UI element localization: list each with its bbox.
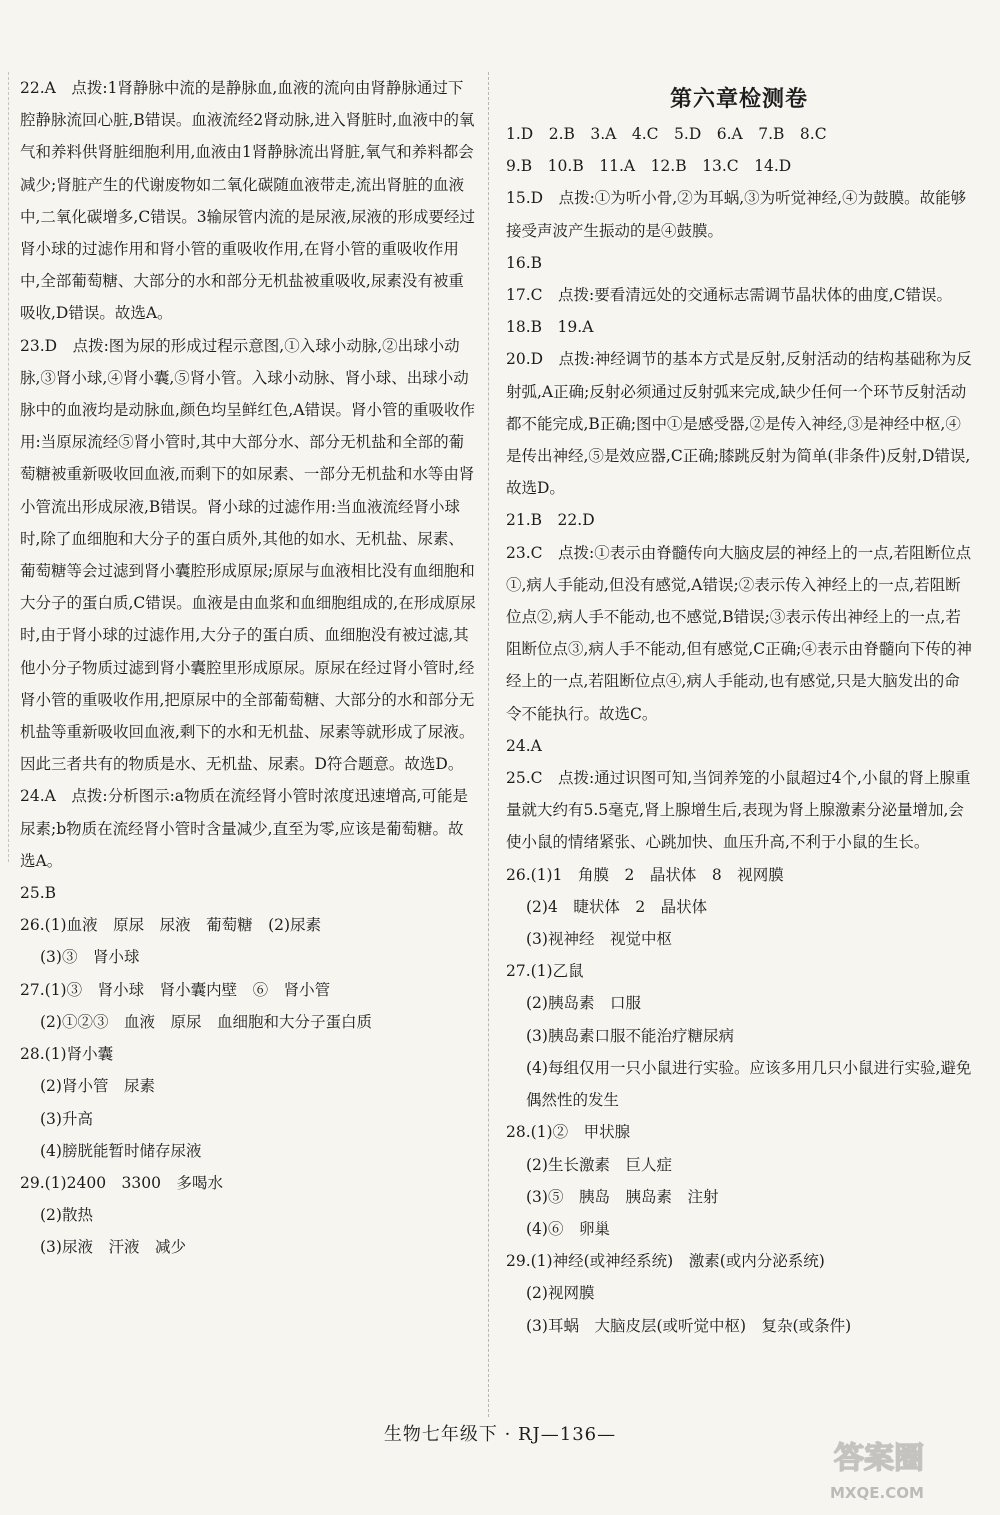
left-answer-item: (3)尿液 汗液 减少: [40, 1238, 186, 1257]
right-answer-item: 20.D 点拨:神经调节的基本方式是反射,反射活动的结构基础称为反射弧,A正确;反射必须通过反射弧来完成,缺少任何一个环节反射活动都不能完成,B正确;图中①是感受器,②是传入神经,③是神经中枢,④是传出神经,⑤是效应器,C正确;膝跳反射为简单(非条件)反射,D错误,故选D。: [506, 350, 972, 498]
column-divider: [488, 72, 489, 1417]
right-answer-item: 1.D 2.B 3.A 4.C 5.D 6.A 7.B 8.C: [506, 125, 827, 143]
left-answer-item: (2)①②③ 血液 原尿 血细胞和大分子蛋白质: [40, 1012, 372, 1031]
right-answer-item: (2)胰岛素 口服: [526, 994, 641, 1013]
watermark-logo: [806, 1432, 990, 1506]
right-answer-item: (3)耳蜗 大脑皮层(或听觉中枢) 复杂(或条件): [526, 1316, 852, 1335]
right-answer-item: 9.B 10.B 11.A 12.B 13.C 14.D: [506, 157, 792, 176]
right-answer-item: 25.C 点拨:通过识图可知,当饲养笼的小鼠超过4个,小鼠的肾上腺重量就大约有5.5毫克,肾上腺增生后,表现为肾上腺激素分泌量增加,会使小鼠的情绪紧张、心跳加快、血压升高,不利于小鼠的生长。: [506, 769, 971, 852]
left-answer-item: (3)升高: [40, 1109, 93, 1128]
right-answer-item: (2)生长激素 巨人症: [526, 1155, 672, 1174]
right-answer-item: 23.C 点拨:①表示由脊髓传向大脑皮层的神经上的一点,若阻断位点①,病人手能动,但没有感觉,A错误;②表示传入神经上的一点,若阻断位点②,病人手不能动,也不感觉,B错误;③表示传出神经上的一点,若阻断位点③,病人手不能动,但有感觉,C正确;④表示由脊髓向下传的神经上的一点,若阻断位点④,病人手能动,也有感觉,只是大脑发出的命令不能执行。故选C。: [506, 543, 972, 723]
left-answer-item: 29.(1)2400 3300 多喝水: [20, 1173, 223, 1192]
right-answer-item: 27.(1)乙鼠: [506, 962, 584, 981]
right-answer-item: 29.(1)神经(或神经系统) 激素(或内分泌系统): [506, 1252, 825, 1271]
right-answer-item: 21.B 22.D: [506, 511, 595, 530]
left-answer-item: (4)膀胱能暂时储存尿液: [40, 1141, 202, 1160]
right-answer-item: 24.A: [506, 736, 542, 755]
right-answer-item: (2)4 睫状体 2 晶状体: [526, 897, 708, 916]
right-answer-item: (3)视神经 视觉中枢: [526, 930, 672, 949]
right-column: [506, 118, 972, 1342]
svg-text:答案圈: 答案圈: [834, 1441, 924, 1476]
right-answer-item: (2)视网膜: [526, 1284, 595, 1303]
left-answer-item: (3)③ 肾小球: [40, 948, 140, 967]
right-answer-item: 28.(1)② 甲状腺: [506, 1123, 631, 1142]
left-answer-item: (2)肾小管 尿素: [40, 1077, 155, 1096]
right-answer-item: (3)⑤ 胰岛 胰岛素 注射: [526, 1187, 719, 1206]
right-answer-item: 18.B 19.A: [506, 318, 594, 337]
right-answer-item: 15.D 点拨:①为听小骨,②为耳蜗,③为听觉神经,④为鼓膜。故能够接受声波产生振动的是④鼓膜。: [506, 189, 967, 240]
right-answer-item: (3)胰岛素口服不能治疗糖尿病: [526, 1026, 734, 1045]
left-answer-item: (2)散热: [40, 1206, 93, 1225]
left-answer-item: 22.A 点拨:1肾静脉中流的是静脉血,血液的流向由肾静脉通过下腔静脉流回心脏,B错误。血液流经2肾动脉,进入肾脏时,血液中的氧气和养料供肾脏细胞利用,血液由1肾静脉流出肾脏,氧气和养料都会减少;肾脏产生的代谢废物如二氧化碳随血液带走,流出肾脏的血液中,二氧化碳增多,C错误。3输尿管内流的是尿液,尿液的形成要经过肾小球的过滤作用和肾小管的重吸收作用,在肾小管的重吸收作用中,全部葡萄糖、大部分的水和部分无机盐被重吸收,尿素没有被重吸收,D错误。故选A。: [20, 79, 476, 323]
right-answer-item: 16.B: [506, 253, 543, 272]
section-title: 第六章检测卷: [669, 87, 808, 112]
left-answer-item: 23.D 点拨:图为尿的形成过程示意图,①入球小动脉,②出球小动脉,③肾小球,④肾小囊,⑤肾小管。入球小动脉、肾小球、出球小动脉中的血液均是动脉血,颜色均呈鲜红色,A错误。肾小管的重吸收作用:当原尿流经⑤肾小管时,其中大部分水、部分无机盐和全部的葡萄糖被重新吸收回血液,而剩下的如尿素、一部分无机盐和水等由肾小管流出形成尿液,B错误。肾小球的过滤作用:当血液流经肾小球时,除了血细胞和大分子的蛋白质外,其他的如水、无机盐、尿素、葡萄糖等会过滤到肾小囊腔形成原尿;原尿与血液相比没有血细胞和大分子的蛋白质,C错误。血液是由血浆和血细胞组成的,在形成原尿时,由于肾小球的过滤作用,大分子的蛋白质、血细胞没有被过滤,其他小分子物质过滤到肾小囊腔里形成原尿。原尿在经过肾小管时,经肾小管的重吸收作用,把原尿中的全部葡萄糖、大部分的水和部分无机盐等重新吸收回血液,剩下的水和无机盐、尿素等就形成了尿液。因此三者共有的物质是水、无机盐、尿素。D符合题意。故选D。: [20, 336, 476, 774]
left-answer-item: 25.B: [20, 884, 57, 903]
left-answer-item: 26.(1)血液 原尿 尿液 葡萄糖 (2)尿素: [20, 916, 322, 935]
left-answer-item: 28.(1)肾小囊: [20, 1045, 114, 1064]
left-answer-item: 27.(1)③ 肾小球 肾小囊内壁 ⑥ 肾小管: [20, 980, 331, 999]
page-footer: 生物七年级下 · RJ—136—: [383, 1424, 617, 1445]
right-answer-item: 26.(1)1 角膜 2 晶状体 8 视网膜: [506, 865, 784, 884]
svg-text:MXQE.COM: MXQE.COM: [830, 1484, 924, 1502]
left-answer-item: 24.A 点拨:分析图示:a物质在流经肾小管时浓度迅速增高,可能是尿素;b物质在流经肾小管时含量减少,直至为零,应该是葡萄糖。故选A。: [20, 787, 468, 870]
left-column: [20, 72, 476, 1264]
right-answer-item: 17.C 点拨:要看清远处的交通标志需调节晶状体的曲度,C错误。: [506, 286, 953, 305]
right-answer-item: (4)⑥ 卵巢: [526, 1219, 610, 1238]
right-answer-item: (4)每组仅用一只小鼠进行实验。应该多用几只小鼠进行实验,避免偶然性的发生: [526, 1058, 972, 1110]
left-margin-rule: [8, 72, 9, 862]
